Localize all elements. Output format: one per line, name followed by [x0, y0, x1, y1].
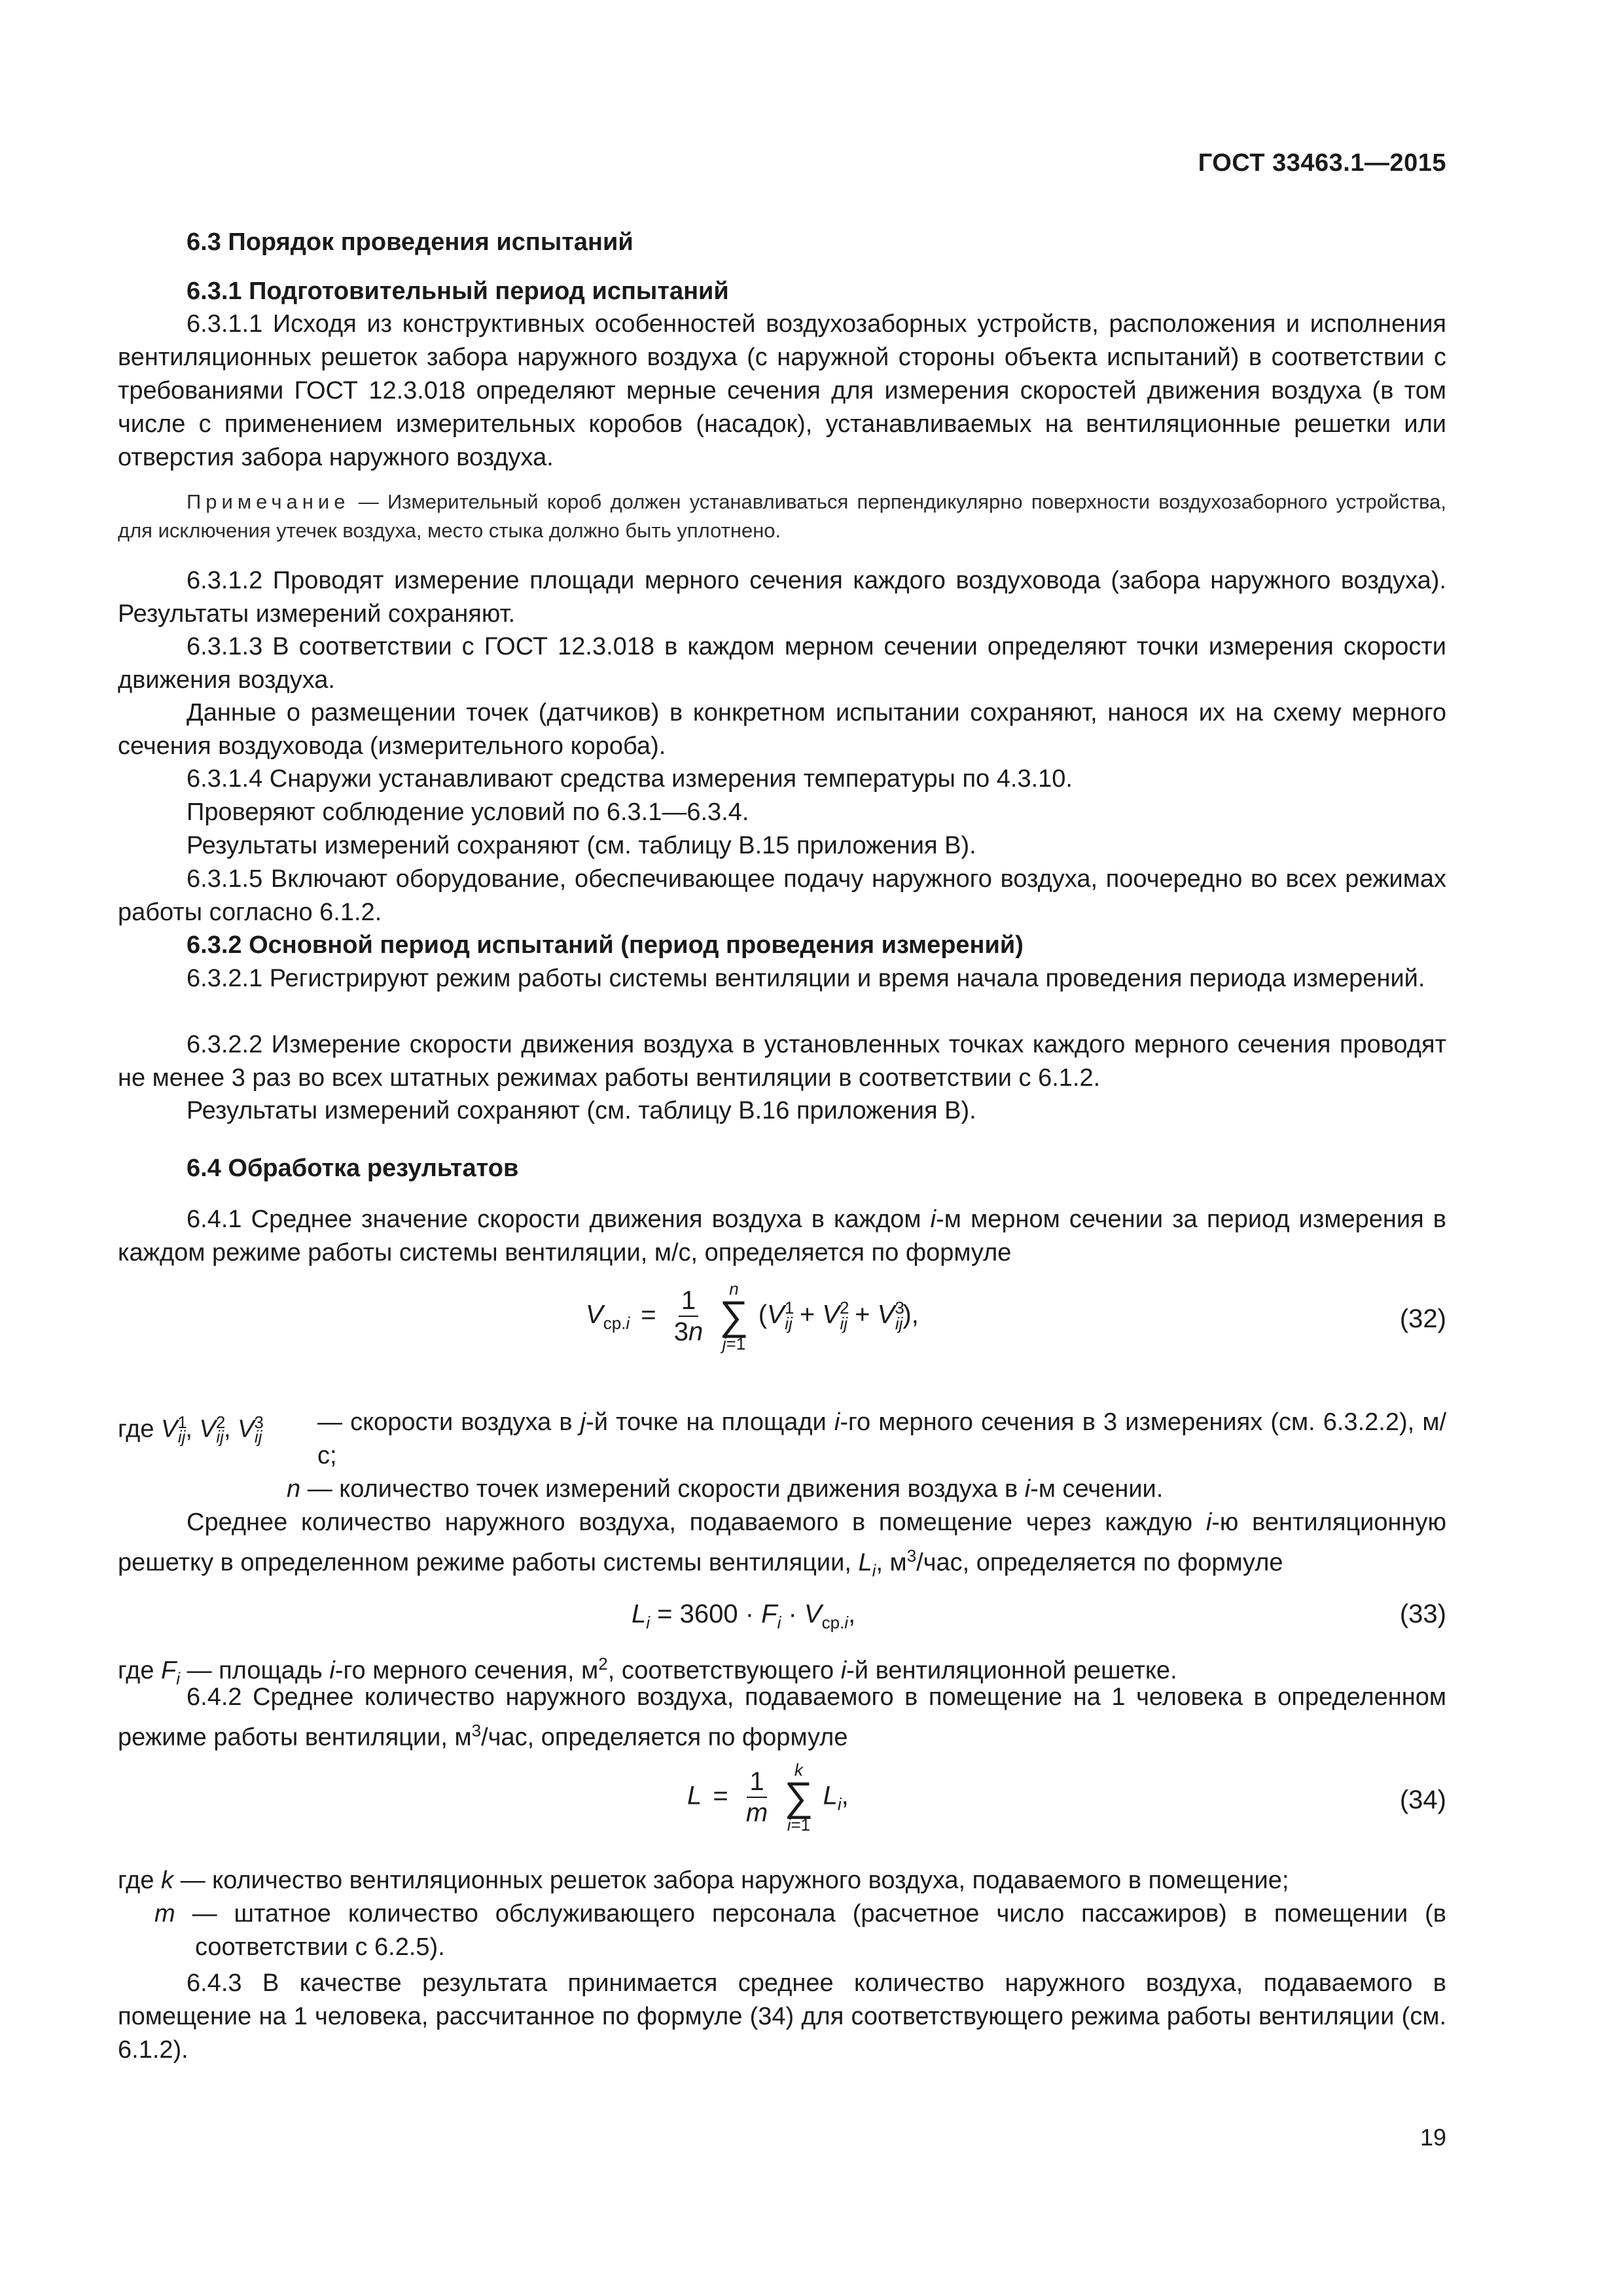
- paragraph-6-3-1-3: 6.3.1.3 В соответствии с ГОСТ 12.3.018 в каждом мерном сечении определяют точки измерения скорости движения воздуха.: [118, 633, 1446, 694]
- note-paragraph: [118, 488, 1446, 545]
- formula-32: [118, 1280, 1446, 1371]
- paragraph-results-b15: Результаты измерений сохраняют (см. таблицу В.15 приложения В).: [187, 832, 976, 859]
- paragraph-sensor-placement: Данные о размещении точек (датчиков) в конкретном испытании сохраняют, нанося их на схему мерного сечения воздуховода (измерительного короба).: [118, 699, 1446, 760]
- paragraph-6-4-3: 6.4.3 В качестве результата принимается среднее количество наружного воздуха, подаваемого в помещение на 1 человека, рассчитанное по формуле (34) для соответствующего режима работы вентиляции (см. 6.1.2).: [118, 1969, 1446, 2064]
- paragraph-6-3-1-4: 6.3.1.4 Снаружи устанавливают средства измерения температуры по 4.3.10.: [187, 765, 1073, 793]
- formula-32-legend-n: n — количество точек измерений скорости движения воздуха в i-м сечении.: [287, 1475, 1164, 1503]
- formula-34-number: (34): [1399, 1785, 1446, 1814]
- note-label: Примечание: [187, 490, 350, 513]
- paragraph-6-3-1-1: 6.3.1.1 Исходя из конструктивных особенностей воздухозаборных устройств, расположения и исполнения вентиляционных решеток забора наружного воздуха (с наружной стороны объекта испытаний) в соответствии с требованиями ГОСТ 12.3.018 определяют мерные сечения для измерения скоростей движения воздуха (в том числе с применением измерительных коробов (насадок), устанавливаемых на вентиляционные решетки или отверстия забора наружного воздуха.: [118, 310, 1446, 471]
- formula-33: [118, 1600, 1446, 1636]
- document-page: ГОСТ 33463.1—2015 6.3 Порядок проведения испытаний 6.3.1 Подготовительный период испытаний 6.3.1.1 Исходя из конструктивных особенностей воздухозаборных устройств, расположения и исполнения вентиляционных решеток забора наружного воздуха (с наружной стороны объекта испытаний) в соответствии с требованиями ГОСТ 12.3.018 определяют мерные сечения для измерения скоростей движения воздуха (в том числе с применением измерительных коробов (насадок), устанавливаемых на вентиляционные решетки или отверстия забора наружного воздуха. Примечание — Измерительный короб должен устанавливаться перпендикулярно поверхности воздухозаборного устройства, для исключения утечек воздуха, место стыка должно быть уплотнено. 6.3.1.2 Проводят измерение площади мерного сечения каждого воздуховода (забора наружного воздуха). Результаты измерений сохраняют. 6.3.1.3 В соответствии с ГОСТ 12.3.018 в каждом мерном сечении определяют точки измерения скорости движения воздуха. Данные о размещении точек (датчиков) в конкретном испытании сохраняют, нанося их на схему мерного сечения воздуховода (измерительного короба). 6.3.1.4 Снаружи устанавливают средства измерения температуры по 4.3.10. Проверяют соблюдение условий по 6.3.1—6.3.4. Результаты измерений сохраняют (см. таблицу В.15 приложения В). 6.3.1.5 Включают оборудование, обеспечивающее подачу наружного воздуха, поочередно во всех режимах работы согласно 6.1.2. 6.3.2 Основной период испытаний (период проведения измерений) 6.3.2.1 Регистрируют режим работы системы вентиляции и время начала проведения периода измерений. 6.3.2.2 Измерение скорости движения воздуха в установленных точках каждого мерного сечения проводят не менее 3 раз во всех штатных режимах работы вентиляции в соответствии с 6.1.2. Результаты измерений сохраняют (см. таблицу В.16 приложения В). 6.4 Обработка результатов 6.4.1 Среднее значение скорости движения воздуха в каждом i-м мерном сечении за период измерения в каждом режиме работы системы вентиляции, м/с, определяется по формуле $V_{ср.i}$ = $\frac{1}{3n}$ n ∑ j=1 $(V^1_{ij} + V^2_{ij} + V^3_{ij})$, (32) где $V^1_{ij}$, $V^2_{ij}$, $V^3_{ij}$ — скорости воздуха в j-й точке на площади i-го мерного сечения в 3 измерениях (см. 6.3.2.2), м/с; n — количество точек измерений скорости движения воздуха в i-м сечении. Среднее количество наружного воздуха, подаваемого в помещение через каждую i-ю вентиляционную решетку в определенном режиме работы системы вентиляции, $L_i$, $м^3$/час, определяется по формуле $L_i = 3600 \cdot F_i \cdot V_{ср.i}$, (33) где $F_i$ — площадь i-го мерного сечения, $м^2$, соответствующего i-й вентиляционной решетке. 6.4.2 Среднее количество наружного воздуха, подаваемого в помещение на 1 человека в определенном режиме работы вентиляции, $м^3$/час, определяется по формуле L = $\frac{1}{m}$ k ∑ i=1 $L_i$, (34) где k — количество вентиляционных решеток забора наружного воздуха, подаваемого в помещение; m — штатное количество обслуживающего персонала (расчетное число пассажиров) в помещении (в соответствии с 6.2.5). 6.4.3 В качестве результата принимается среднее количество наружного воздуха, подаваемого в помещение на 1 человека, рассчитанное по формуле (34) для соответствующего режима работы вентиляции (см. 6.1.2). 19: [118, 0, 1446, 2296]
- section-heading-6-3-1: 6.3.1 Подготовительный период испытаний: [187, 278, 729, 305]
- paragraph-6-4-1: 6.4.1 Среднее значение скорости движения воздуха в каждом i-м мерном сечении за период измерения в каждом режиме работы системы вентиляции, м/с, определяется по формуле: [118, 1206, 1446, 1266]
- paragraph-6-3-2-1: 6.3.2.1 Регистрируют режим работы системы вентиляции и время начала проведения периода измерений.: [187, 965, 1425, 992]
- document-header: ГОСТ 33463.1—2015: [1198, 149, 1446, 177]
- formula-32-number: (32): [1399, 1304, 1446, 1333]
- formula-34: [118, 1761, 1446, 1846]
- formula-34-expression: L = $\frac{1}{m}$ k ∑ i=1 $L_i$,: [687, 1760, 849, 1835]
- formula-33-number: (33): [1399, 1600, 1446, 1628]
- paragraph-results-b16: Результаты измерений сохраняют (см. таблицу В.16 приложения В).: [187, 1097, 976, 1124]
- formula-32-expression: $V_{ср.i}$ = $\frac{1}{3n}$ n ∑ j=1 $(V^1_{ij} + V^2_{ij} + V^3_{ij})$,: [586, 1279, 919, 1354]
- section-heading-6-3: 6.3 Порядок проведения испытаний: [187, 228, 633, 256]
- paragraph-check-conditions: Проверяют соблюдение условий по 6.3.1—6.3.4.: [187, 798, 749, 826]
- formula-33-expression: $L_i = 3600 \cdot F_i \cdot V_{ср.i}$,: [632, 1600, 856, 1632]
- paragraph-6-4-2: 6.4.2 Среднее количество наружного воздуха, подаваемого в помещение на 1 человека в определенном режиме работы вентиляции, $м^3$/час, определяется по формуле: [118, 1683, 1446, 1751]
- section-heading-6-3-2: 6.3.2 Основной период испытаний (период проведения измерений): [187, 931, 1024, 959]
- note-text: — Измерительный короб должен устанавливаться перпендикулярно поверхности воздухозаборного устройства, для исключения утечек воздуха, место стыка должно быть уплотнено.: [118, 490, 1446, 542]
- section-heading-6-4: 6.4 Обработка результатов: [187, 1155, 519, 1182]
- formula-34-legend-m: m — штатное количество обслуживающего персонала (расчетное число пассажиров) в помещении (в соответствии с 6.2.5).: [154, 1900, 1446, 1961]
- page-number: 19: [1419, 2124, 1446, 2151]
- paragraph-6-3-2-2: 6.3.2.2 Измерение скорости движения воздуха в установленных точках каждого мерного сечения проводят не менее 3 раз во всех штатных режимах работы вентиляции в соответствии с 6.1.2.: [118, 1031, 1446, 1092]
- formula-33-legend: где $F_i$ — площадь i-го мерного сечения, $м^2$, соответствующего i-й вентиляционной решетке.: [118, 1654, 1177, 1689]
- paragraph-6-3-1-2: 6.3.1.2 Проводят измерение площади мерного сечения каждого воздуховода (забора наружного воздуха). Результаты измерений сохраняют.: [118, 567, 1446, 628]
- paragraph-6-3-1-5: 6.3.1.5 Включают оборудование, обеспечивающее подачу наружного воздуха, поочередно во всех режимах работы согласно 6.1.2.: [118, 865, 1446, 926]
- formula-34-legend-k: где k — количество вентиляционных решеток забора наружного воздуха, подаваемого в помещение;: [118, 1867, 1289, 1894]
- paragraph-average-air: Среднее количество наружного воздуха, подаваемого в помещение через каждую i-ю вентиляционную решетку в определенном режиме работы системы вентиляции, $L_i$, $м^3$/час, определяется по формуле: [118, 1509, 1446, 1581]
